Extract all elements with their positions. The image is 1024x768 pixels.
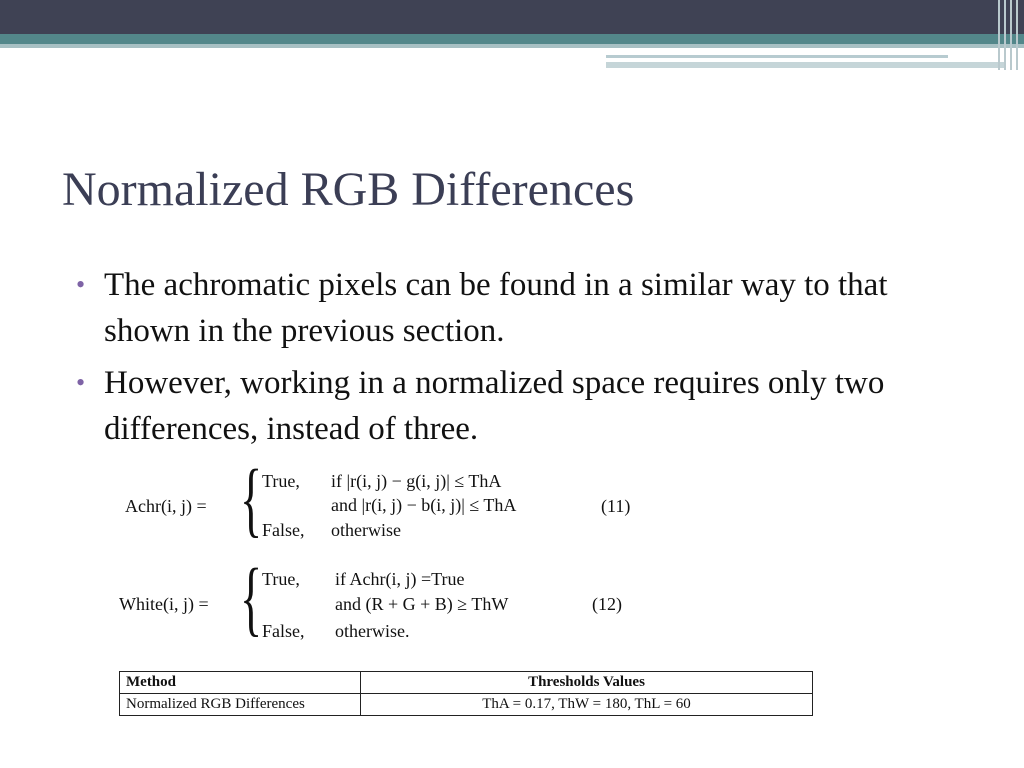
accent-line-bottom <box>606 62 1006 68</box>
threshold-table <box>119 671 813 716</box>
equation-number: (12) <box>592 594 622 614</box>
bullet-item <box>76 360 976 452</box>
table-row <box>120 694 813 716</box>
equation-number: (11) <box>601 496 631 516</box>
bullet-dot-icon: • <box>76 270 86 299</box>
condition: otherwise. <box>335 621 410 641</box>
condition: otherwise <box>331 520 401 540</box>
case-false: False, <box>262 520 305 540</box>
brace-icon: { <box>240 552 263 645</box>
accent-line-top <box>606 55 948 58</box>
bullet-text: The achromatic pixels can be found in a similar way to that shown in the previous section. <box>104 267 888 349</box>
equation-lhs: Achr(i, j) = <box>125 496 207 516</box>
brace-icon: { <box>240 453 263 546</box>
corner-decoration <box>994 0 1024 70</box>
table-cell: ThA = 0.17, ThW = 180, ThL = 60 <box>361 694 813 716</box>
table-header-cell: Thresholds Values <box>361 672 813 694</box>
condition: and (R + G + B) ≥ ThW <box>335 594 509 614</box>
slide-title: Normalized RGB Differences <box>62 163 635 216</box>
table-header-cell: Method <box>120 672 361 694</box>
bullet-dot-icon: • <box>76 368 86 397</box>
header-stripe-light <box>0 44 1024 48</box>
header-stripe <box>0 34 1024 44</box>
equation-lhs: White(i, j) = <box>119 594 209 614</box>
table-header-row <box>120 672 813 694</box>
bullet-text: However, working in a normalized space requires only two differences, instead of three. <box>104 365 885 447</box>
table-cell: Normalized RGB Differences <box>120 694 361 716</box>
header-bar <box>0 0 1024 34</box>
bullet-item <box>76 262 976 354</box>
case-true: True, <box>262 569 300 589</box>
case-true: True, <box>262 471 300 491</box>
condition: if Achr(i, j) =True <box>335 569 465 589</box>
condition: if |r(i, j) − g(i, j)| ≤ ThA <box>331 471 502 491</box>
condition: and |r(i, j) − b(i, j)| ≤ ThA <box>331 495 517 515</box>
case-false: False, <box>262 621 305 641</box>
bullet-list <box>76 262 976 458</box>
